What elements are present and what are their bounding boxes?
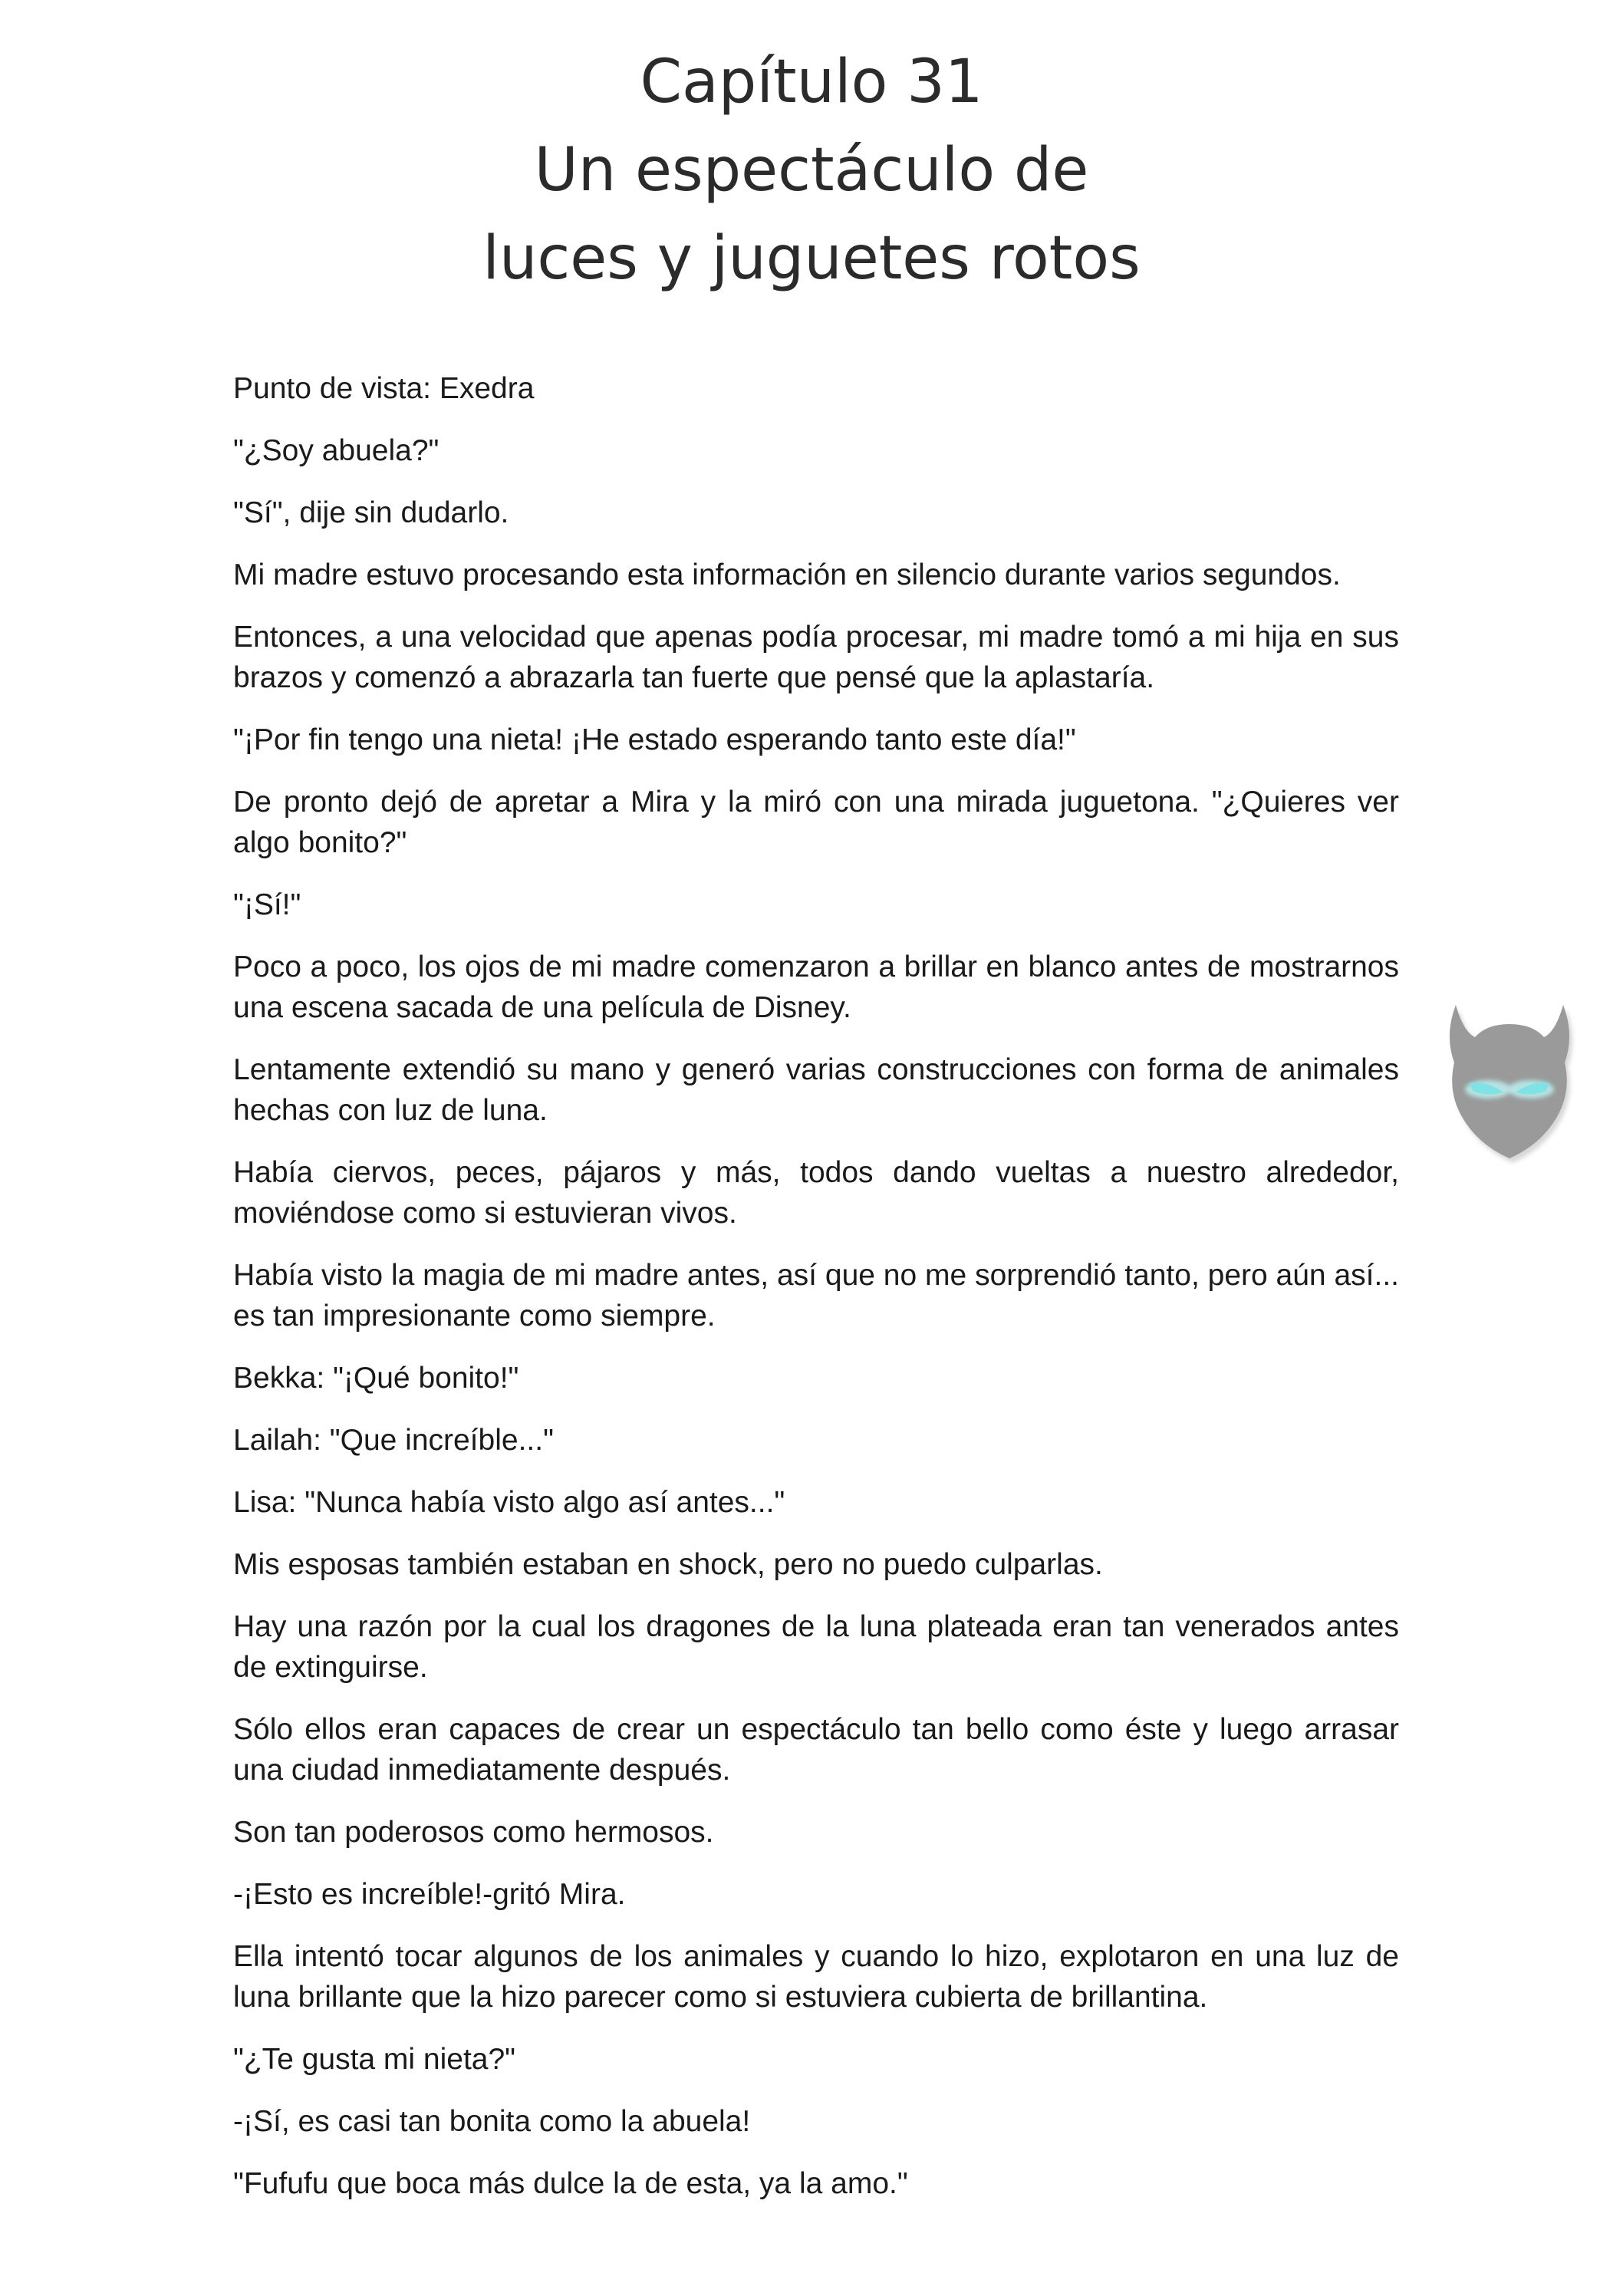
paragraph: Había visto la magia de mi madre antes, así que no me sorprendió tanto, pero aún así... es tan impresionante como siempre. <box>233 1259 1399 1332</box>
demon-head-icon <box>1433 990 1586 1166</box>
paragraph: Son tan poderosos como hermosos. <box>233 1816 714 1849</box>
paragraph: Lentamente extendió su mano y generó varias construcciones con forma de animales hechas con luz de luna. <box>233 1053 1399 1127</box>
paragraph: Hay una razón por la cual los dragones de la luna plateada eran tan venerados antes de extinguirse. <box>233 1610 1399 1684</box>
paragraph: "Fufufu que boca más dulce la de esta, ya la amo." <box>233 2167 908 2200</box>
paragraph: Había ciervos, peces, pájaros y más, todos dando vueltas a nuestro alrededor, moviéndose como si estuvieran vivos. <box>233 1156 1399 1230</box>
chapter-title <box>0 38 1623 303</box>
paragraph: Bekka: "¡Qué bonito!" <box>233 1362 519 1395</box>
paragraph: Mis esposas también estaban en shock, pero no puedo culparlas. <box>233 1548 1103 1581</box>
paragraph: -¡Esto es increíble!-gritó Mira. <box>233 1878 626 1911</box>
paragraph: "¡Sí!" <box>233 888 301 921</box>
chapter-body <box>233 368 1399 2225</box>
paragraph: Lailah: "Que increíble..." <box>233 1424 554 1457</box>
paragraph: "¿Te gusta mi nieta?" <box>233 2043 516 2076</box>
paragraph: Lisa: "Nunca había visto algo así antes..." <box>233 1486 785 1519</box>
paragraph: De pronto dejó de apretar a Mira y la miró con una mirada juguetona. "¿Quieres ver algo bonito?" <box>233 786 1399 859</box>
paragraph: Ella intentó tocar algunos de los animales y cuando lo hizo, explotaron en una luz de luna brillante que la hizo parecer como si estuviera cubierta de brillantina. <box>233 1940 1399 2014</box>
paragraph: "Sí", dije sin dudarlo. <box>233 496 509 529</box>
paragraph: Punto de vista: Exedra <box>233 372 535 405</box>
paragraph: "¿Soy abuela?" <box>233 434 439 467</box>
paragraph: -¡Sí, es casi tan bonita como la abuela! <box>233 2105 751 2138</box>
paragraph: Poco a poco, los ojos de mi madre comenzaron a brillar en blanco antes de mostrarnos una escena sacada de una película de Disney. <box>233 950 1399 1024</box>
paragraph: Entonces, a una velocidad que apenas podía procesar, mi madre tomó a mi hija en sus brazos y comenzó a abrazarla tan fuerte que pensé que la aplastaría. <box>233 621 1399 694</box>
chapter-title-line-1: Un espectáculo de <box>534 136 1089 205</box>
chapter-number: Capítulo 31 <box>640 48 983 117</box>
paragraph: Mi madre estuvo procesando esta información en silencio durante varios segundos. <box>233 558 1341 591</box>
chapter-title-line-2: luces y juguetes rotos <box>482 224 1141 293</box>
paragraph: Sólo ellos eran capaces de crear un espectáculo tan bello como éste y luego arrasar una ciudad inmediatamente después. <box>233 1713 1399 1787</box>
paragraph: "¡Por fin tengo una nieta! ¡He estado esperando tanto este día!" <box>233 723 1076 756</box>
